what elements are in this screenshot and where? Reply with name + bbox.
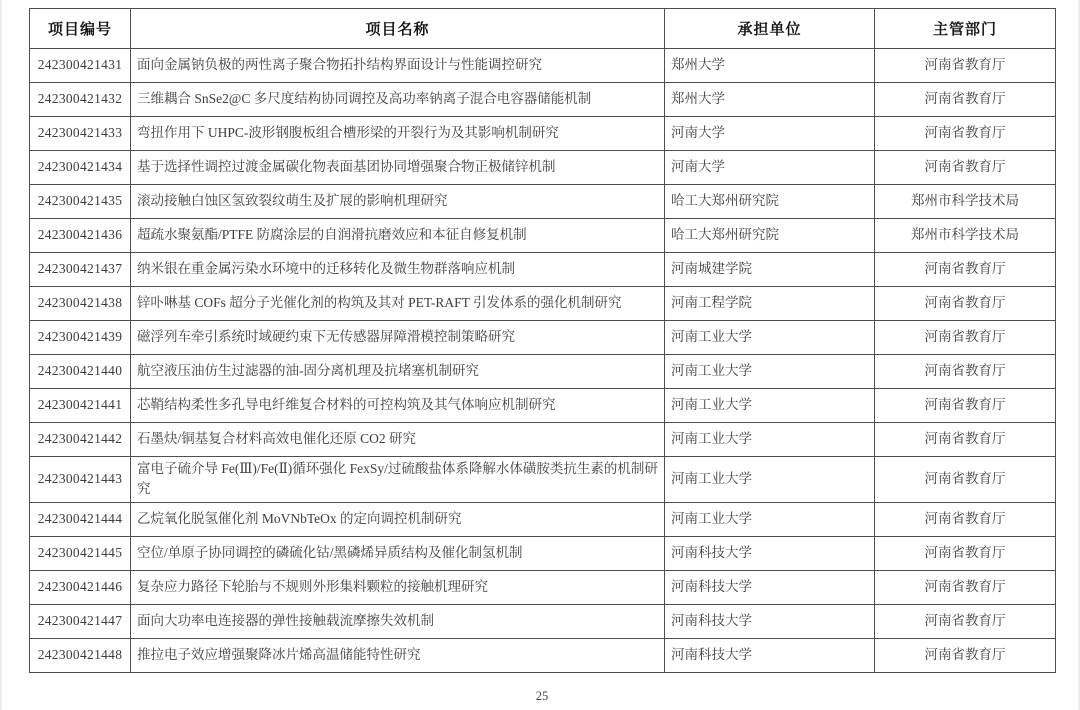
cell-dept: 河南省教育厅: [875, 355, 1056, 389]
cell-project-code: 242300421442: [30, 423, 131, 457]
table-row: [30, 321, 1056, 355]
cell-dept: 河南省教育厅: [875, 253, 1056, 287]
projects-table: [29, 8, 1056, 673]
cell-project-name: 面向大功率电连接器的弹性接触载流摩擦失效机制: [131, 604, 665, 638]
page-number: 25: [535, 689, 549, 703]
table-row: [30, 151, 1056, 185]
cell-project-code: 242300421440: [30, 355, 131, 389]
cell-project-name: 石墨炔/铜基复合材料高效电催化还原 CO2 研究: [131, 423, 665, 457]
cell-project-code: 242300421436: [30, 219, 131, 253]
cell-dept: 河南省教育厅: [875, 423, 1056, 457]
cell-project-code: 242300421443: [30, 457, 131, 503]
cell-project-name: 磁浮列车牵引系统时域硬约束下无传感器屏障滑模控制策略研究: [131, 321, 665, 355]
cell-project-name: 推拉电子效应增强聚降冰片烯高温储能特性研究: [131, 638, 665, 672]
column-header-project-code: 项目编号: [30, 9, 131, 49]
cell-dept: 河南省教育厅: [875, 321, 1056, 355]
cell-project-code: 242300421431: [30, 49, 131, 83]
table-row: [30, 355, 1056, 389]
cell-project-code: 242300421433: [30, 117, 131, 151]
cell-project-name: 纳米银在重金属污染水环境中的迁移转化及微生物群落响应机制: [131, 253, 665, 287]
cell-org: 河南科技大学: [665, 638, 875, 672]
cell-project-code: 242300421448: [30, 638, 131, 672]
cell-dept: 河南省教育厅: [875, 151, 1056, 185]
cell-project-code: 242300421432: [30, 83, 131, 117]
table-row: [30, 219, 1056, 253]
cell-project-code: 242300421439: [30, 321, 131, 355]
cell-project-name: 空位/单原子协同调控的磷硫化钴/黑磷烯异质结构及催化制氢机制: [131, 536, 665, 570]
cell-org: 哈工大郑州研究院: [665, 185, 875, 219]
table-row: [30, 253, 1056, 287]
cell-project-code: 242300421434: [30, 151, 131, 185]
cell-org: 河南工业大学: [665, 355, 875, 389]
cell-project-name: 乙烷氧化脱氢催化剂 MoVNbTeOx 的定向调控机制研究: [131, 502, 665, 536]
table-row: [30, 457, 1056, 503]
cell-project-code: 242300421437: [30, 253, 131, 287]
cell-org: 河南工业大学: [665, 389, 875, 423]
cell-dept: 郑州市科学技术局: [875, 219, 1056, 253]
cell-project-name: 超疏水聚氨酯/PTFE 防腐涂层的自润滑抗磨效应和本征自修复机制: [131, 219, 665, 253]
cell-project-name: 弯扭作用下 UHPC-波形钢腹板组合槽形梁的开裂行为及其影响机制研究: [131, 117, 665, 151]
cell-dept: 河南省教育厅: [875, 502, 1056, 536]
cell-dept: 河南省教育厅: [875, 117, 1056, 151]
cell-org: 郑州大学: [665, 49, 875, 83]
cell-dept: 河南省教育厅: [875, 287, 1056, 321]
cell-dept: 河南省教育厅: [875, 536, 1056, 570]
cell-project-name: 三维耦合 SnSe2@C 多尺度结构协同调控及高功率钠离子混合电容器储能机制: [131, 83, 665, 117]
table-row: [30, 185, 1056, 219]
cell-org: 河南工程学院: [665, 287, 875, 321]
table-row: [30, 536, 1056, 570]
table-row: [30, 502, 1056, 536]
cell-org: 河南科技大学: [665, 604, 875, 638]
cell-project-code: 242300421435: [30, 185, 131, 219]
cell-dept: 河南省教育厅: [875, 570, 1056, 604]
cell-org: 河南工业大学: [665, 321, 875, 355]
cell-org: 哈工大郑州研究院: [665, 219, 875, 253]
table-row: [30, 117, 1056, 151]
cell-project-name: 富电子硫介导 Fe(Ⅲ)/Fe(Ⅱ)循环强化 FexSy/过硫酸盐体系降解水体磺胺类抗生素的机制研究: [131, 457, 665, 503]
table-row: [30, 570, 1056, 604]
cell-project-code: 242300421447: [30, 604, 131, 638]
table-row: [30, 638, 1056, 672]
cell-project-name: 芯鞘结构柔性多孔导电纤维复合材料的可控构筑及其气体响应机制研究: [131, 389, 665, 423]
cell-org: 河南城建学院: [665, 253, 875, 287]
cell-project-code: 242300421444: [30, 502, 131, 536]
cell-org: 河南大学: [665, 151, 875, 185]
column-header-dept: 主管部门: [875, 9, 1056, 49]
table-row: [30, 423, 1056, 457]
column-header-project-name: 项目名称: [131, 9, 665, 49]
table-row: [30, 49, 1056, 83]
table-row: [30, 83, 1056, 117]
cell-org: 郑州大学: [665, 83, 875, 117]
table-row: [30, 287, 1056, 321]
cell-dept: 河南省教育厅: [875, 83, 1056, 117]
cell-dept: 河南省教育厅: [875, 457, 1056, 503]
cell-dept: 郑州市科学技术局: [875, 185, 1056, 219]
cell-org: 河南科技大学: [665, 570, 875, 604]
table-row: [30, 389, 1056, 423]
cell-org: 河南科技大学: [665, 536, 875, 570]
cell-project-code: 242300421441: [30, 389, 131, 423]
cell-org: 河南大学: [665, 117, 875, 151]
cell-dept: 河南省教育厅: [875, 604, 1056, 638]
cell-dept: 河南省教育厅: [875, 638, 1056, 672]
cell-org: 河南工业大学: [665, 423, 875, 457]
cell-dept: 河南省教育厅: [875, 49, 1056, 83]
cell-project-code: 242300421446: [30, 570, 131, 604]
cell-org: 河南工业大学: [665, 457, 875, 503]
cell-project-code: 242300421438: [30, 287, 131, 321]
cell-org: 河南工业大学: [665, 502, 875, 536]
cell-dept: 河南省教育厅: [875, 389, 1056, 423]
document-page: [2, 0, 1080, 710]
table-header-row: [30, 9, 1056, 49]
cell-project-name: 锌卟啉基 COFs 超分子光催化剂的构筑及其对 PET-RAFT 引发体系的强化机制研究: [131, 287, 665, 321]
cell-project-name: 航空液压油仿生过滤器的油-固分离机理及抗堵塞机制研究: [131, 355, 665, 389]
cell-project-name: 复杂应力路径下轮胎与不规则外形集料颗粒的接触机理研究: [131, 570, 665, 604]
cell-project-name: 滚动接触白蚀区氢致裂纹萌生及扩展的影响机理研究: [131, 185, 665, 219]
table-row: [30, 604, 1056, 638]
cell-project-code: 242300421445: [30, 536, 131, 570]
cell-project-name: 基于选择性调控过渡金属碳化物表面基团协同增强聚合物正极储锌机制: [131, 151, 665, 185]
column-header-org: 承担单位: [665, 9, 875, 49]
cell-project-name: 面向金属钠负极的两性离子聚合物拓扑结构界面设计与性能调控研究: [131, 49, 665, 83]
